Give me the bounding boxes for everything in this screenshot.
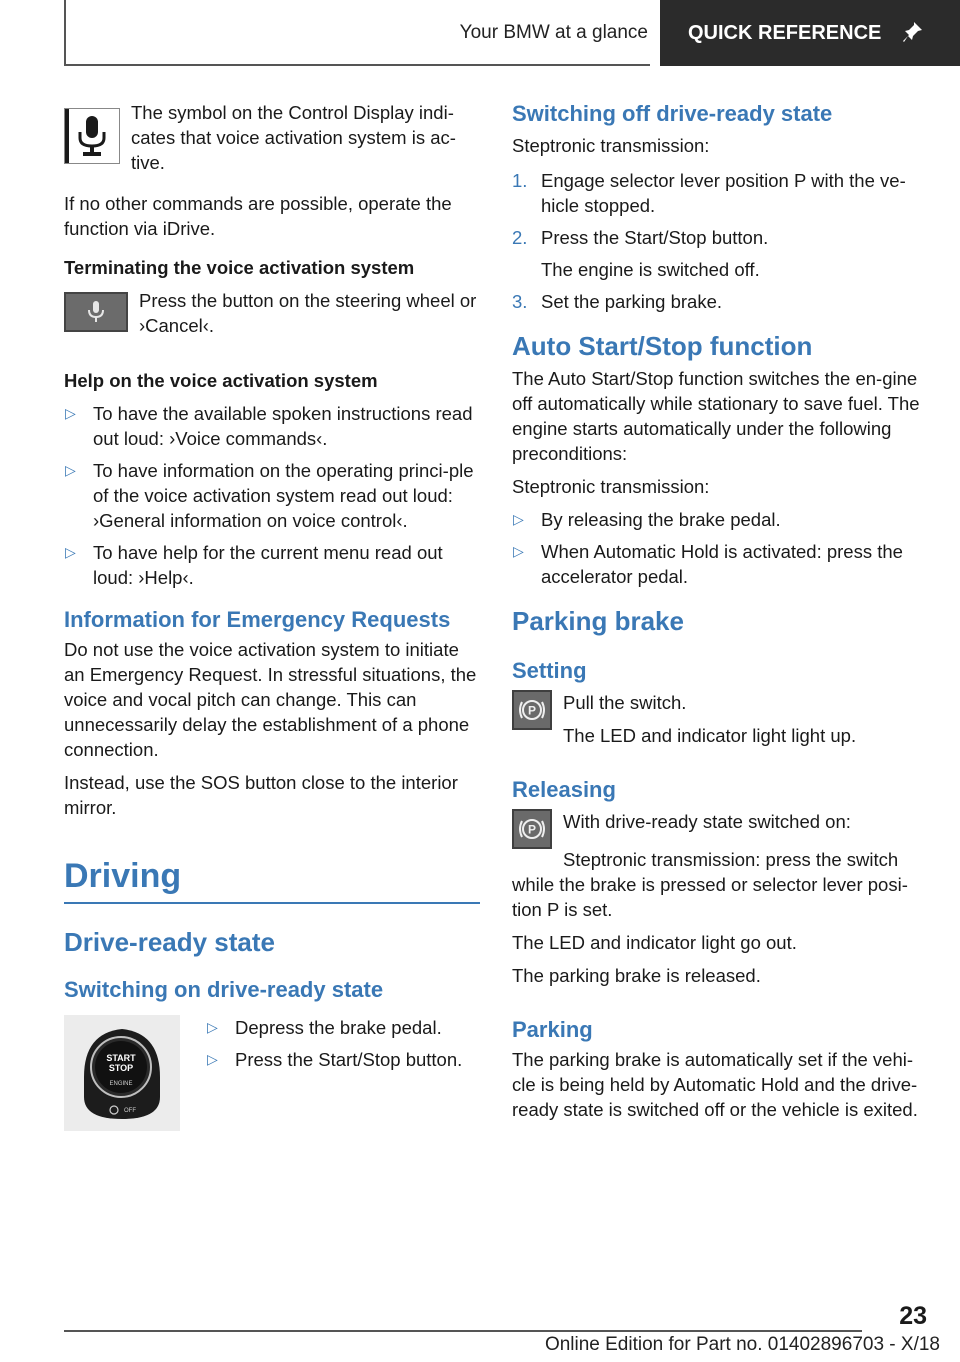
list-item: 2. Press the Start/Stop button. The engine is switched off. [512,227,769,280]
triangle-bullet-icon: ▷ [513,511,524,527]
steptronic-label-1: Steptronic transmission: [512,135,710,156]
releasing-line-1: With drive-ready state switched on: [563,811,851,832]
edition-text: Online Edition for Part no. 01402896703 - X/18 [544,1334,940,1355]
list-item: ▷ When Automatic Hold is activated: press the accelerator pedal. [513,541,903,587]
drive-ready-heading: Drive-ready state [64,927,275,957]
header-section-title: Your BMW at a glance [459,22,648,43]
quick-reference-label: QUICK REFERENCE [688,21,882,44]
releasing-heading: Releasing [512,777,616,802]
parking-brake-switch-icon [512,690,552,730]
terminating-heading: Terminating the voice activation system [64,257,415,278]
releasing-line-3: The LED and indicator light go out. [512,932,797,953]
triangle-bullet-icon: ▷ [207,1051,218,1067]
switch-off-steps [512,168,926,314]
triangle-bullet-icon: ▷ [513,543,524,559]
steptronic-label-2: Steptronic transmission: [512,476,710,497]
list-item: ▷ To have the available spoken instructions read out loud: ›Voice commands‹. [65,403,473,449]
stop-label: STOP [108,1063,134,1073]
releasing-block [512,809,926,849]
setting-text [563,690,926,756]
list-item: ▷ Press the Start/Stop button. [207,1049,463,1070]
switch-off-heading: Switching off drive-ready state [512,101,833,126]
terminating-text: Press the button on the steering wheel or ›Cancel‹. [139,290,477,336]
triangle-bullet-icon: ▷ [65,405,76,421]
list-item: ▷ By releasing the brake pedal. [513,509,781,530]
pin-icon [901,20,927,46]
setting-line-1: Pull the switch. [563,692,687,713]
left-column [64,100,480,1131]
voice-symbol-text: The symbol on the Control Display indi-cates that voice activation system is ac-tive. [131,102,456,173]
quick-reference-tab[interactable] [660,0,960,66]
driving-heading: Driving [64,857,182,895]
voice-symbol-block [64,100,480,183]
parking-text: The parking brake is automatically set if the vehi-cle is being held by Automatic Hold and the drive-ready state is switched off or the vehicle is exited. [512,1049,918,1120]
setting-heading: Setting [512,658,587,683]
microphone-symbol-icon [64,108,120,164]
releasing-intro [563,809,926,842]
triangle-bullet-icon: ▷ [207,1019,218,1035]
driving-rule [64,902,480,904]
auto-start-list [512,507,926,589]
releasing-line-2: Steptronic transmission: press the switch while the brake is pressed or selector lever posi-tion P is set. [512,849,908,920]
parking-brake-switch-icon [512,809,552,849]
start-stop-button-icon [64,1015,180,1131]
terminating-block [64,288,480,346]
list-item: ▷ To have information on the operating princi-ple of the voice activation system read out loud: ›General information on voice control‹. [65,460,474,531]
releasing-line-4: The parking brake is released. [512,965,761,986]
auto-start-stop-heading: Auto Start/Stop function [512,331,813,361]
footer-rule [64,1330,862,1332]
parking-heading: Parking [512,1017,593,1042]
header-rule-vertical [64,0,66,66]
setting-block [512,690,926,756]
help-list [64,401,480,590]
no-commands-text: If no other commands are possible, operate the function via iDrive. [64,193,452,239]
list-item: 1. Engage selector lever position P with the ve-hicle stopped. [512,170,906,216]
help-heading: Help on the voice activation system [64,370,378,391]
list-item: 3. Set the parking brake. [512,291,722,312]
list-item: ▷ To have help for the current menu read out loud: ›Help‹. [65,542,443,588]
right-column [512,100,926,1130]
triangle-bullet-icon: ▷ [65,544,76,560]
emergency-paragraph-2: Instead, use the SOS button close to the interior mirror. [64,772,458,818]
engine-label: ENGINE [109,1081,133,1087]
switch-on-block [64,1015,480,1131]
svg-text:P: P [527,822,537,837]
switch-on-heading: Switching on drive-ready state [64,977,384,1002]
off-label: OFF [124,1108,136,1114]
emergency-heading: Information for Emergency Requests [64,607,451,632]
start-label: START [106,1053,136,1063]
header-rule-horizontal [64,64,650,66]
svg-text:P: P [527,703,537,718]
steering-voice-button-icon [64,292,128,332]
emergency-paragraph-1: Do not use the voice activation system to initiate an Emergency Request. In stressful situations, the voice and vocal pitch can change. This can unnecessarily delay the establishment of a phone connection. [64,639,477,760]
page-number: 23 [899,1302,927,1330]
triangle-bullet-icon: ▷ [65,462,76,478]
parking-brake-heading: Parking brake [512,606,684,636]
list-item: ▷ Depress the brake pedal. [207,1017,442,1038]
auto-start-stop-paragraph: The Auto Start/Stop function switches the en-gine off automatically while stationary to save fuel. The engine starts automatically under the following preconditions: [512,368,920,464]
switch-on-list [206,1015,480,1079]
setting-line-2: The LED and indicator light light up. [563,725,857,746]
